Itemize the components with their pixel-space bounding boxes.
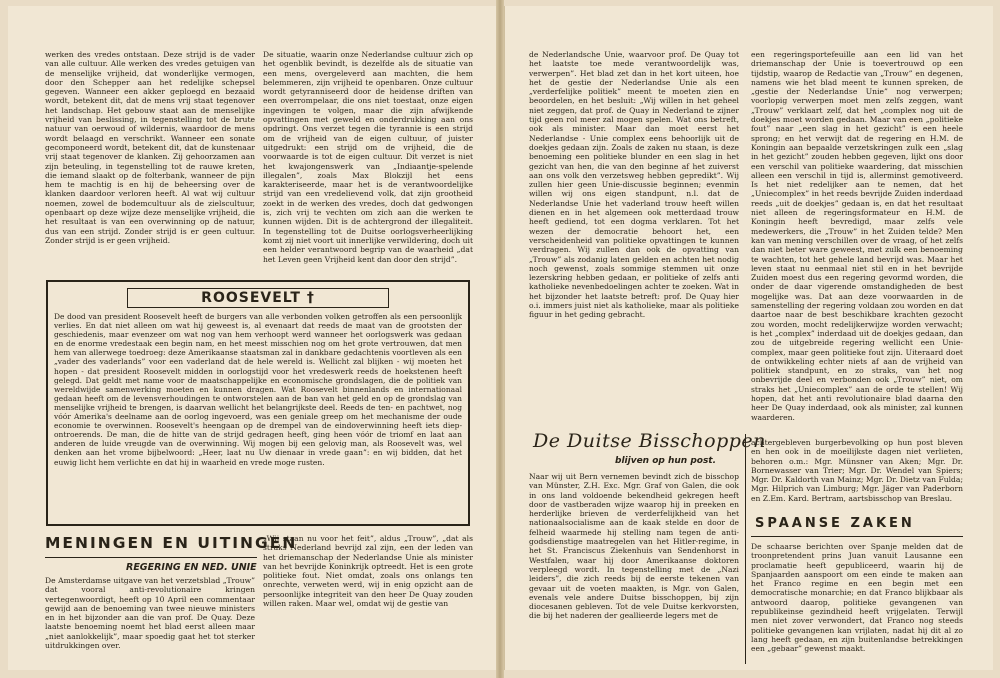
right-col1-bottom-article: Naar wij uit Bern vernemen bevindt zich de bisschop van Münster, Z.H. Exc. Mgr. Graf von Galen, die ook in ons land voldoende bekendheid gekregen heeft door de vastberaden wijze waarop hij in preeken en herderlijke brieven de verderfelijkheid van het nationaalsocialisme aan de kaak stelde en door de felheid waarmede hij stelling nam tegen de anti-godsdienstige maatregelen van het Hitler-regime, in het St. Franciscus Ziekenhuis van Sendenhorst in Westfalen, waar hij door Amerikaanse doktoren verpleegd wordt. In tegenstelling met de „Nazi leiders”, die zich reeds bij de eerste tekenen van gevaar uit de voeten maakten, is Mgr. von Galen, evenals vele andere Duitse bisschoppen, bij zijn diocesanen gebleven. Tot de vele Duitse kerkvorsten, die bij het naderen der geallieerde legers met de — [529, 472, 739, 621]
left-col2-top-article: De situatie, waarin onze Nederlandse cultuur zich op het ogenblik bevindt, is dezelfde als de situatie van een mens, overgeleverd aan machten, die hem belemmeren, zijn vrijheid te openbaren. Onze cultuur wordt getyranniseerd door de heidense driften van een overrompelaar, die ons niet toestaat, onze eigen ingevingen te volgen, maar die zijn afwijkende opvattingen met geweld en onderdrukking aan ons opdringt. Ons verzet tegen die tyrannie is een strijd om de vrijheid van de eigen cultuur, of juister uitgedrukt: een strijd om de vrijheid, die de voorwaarde is tot de eigen cultuur. Dit verzet is niet het kwajongenswerk van „Indiaantje-spelende illegalen”, zoals Max Blokzijl het eens karakteriseerde, maar het is de verantwoordelijke strijd van een vredelievend volk, dat zijn grootheid zoekt in de werken des vredes, doch dat gedwongen is, zich vrij te vechten om zich aan die werken te kunnen wijden. Dit is de achtergrond der illegaliteit. In tegenstelling tot de Duitse oorlogsverheerlijking komt zij niet voort uit innerlijke verwildering, doch uit een helder verantwoord begrip van de waarheid „dat het Leven geen Vrijheid kent dan door den strijd”. — [263, 50, 473, 264]
roosevelt-box — [46, 280, 470, 526]
meningen-heading: MENINGEN EN UITINGEN — [45, 534, 298, 552]
roosevelt-text: De dood van president Roosevelt heeft de burgers van alle verbonden volken getroffen als een persoonlijk verlies. En dat niet alleen om wat hij geweest is, al evenaart dat reeds de maat van de grootsten der geschiedenis, maar evenzeer om wat nog van hem verhoopt werd wanneer het oorlogswerk was gedaan en de enorme vredestaak een begin nam, en het meest misschien nog om het grote vertrouwen, dat men hem van allerwege toedroeg: deze Amerikaanse staatsman zal in dankbare gedachtenis voortleven als een „vader des vaderlands” voor een vaderland dat de hele wereld is. Wellicht zal blijken - wij moeten het hopen - dat president Roosevelt midden in oorlogstijd voor het vredeswerk reeds de hoekstenen heeft gelegd. Dat geldt met name voor de maatschappelijke en economische grondslagen, die de politiek van wereldwijde samenwerking moeten en kunnen dragen. Wat Roosevelt binnenlands en internationaal gedaan heeft om de levensverhoudingen te ontworstelen aan de ban van het geld en op de grondslag van menselijke vrijheid te brengen, is daarvan wellicht het belangrijkste deel. Reeds de ten- en pachtwet, nog vóór Amerika's deelname aan de oorlog ingevoerd, was een geniale greep om het mechanisme der oude economie te overwinnen. Roosevelt's heengaan op de drempel van de eindoverwinning heeft iets diep-ontroerends. De man, die de hitte van de strijd gedragen heeft, ging heen vóór de triomf en laat aan anderen de luide vreugde van de overwinning. Wij mogen bij een gelovig man, als Roosevelt was, wel denken aan het vrome bijbelwoord: „Heer, laat nu Uw dienaar in vrede gaan”: en wij bidden, dat het euwig licht hem verlichte en dat hij in waarheid en vrede moge rusten. — [54, 312, 462, 467]
spaanse-rule — [751, 536, 963, 537]
roosevelt-title: ROOSEVELT † — [127, 288, 389, 308]
right-col2-mid-article: achtergebleven burgerbevolking op hun post bleven en hen ook in de moeilijkste dagen niet verlieten, behoren o.m.: Mgr. Münsner van Aken; Mgr. Dr. Bornewasser van Trier; Mgr. Dr. Wendel van Spiers; Mgr. Dr. Kaldorth van Mainz; Mgr. Dr. Dietz van Fulda; Mgr. Hilprich van Limburg; Mgr. Jäger van Paderborn en Z.Em. Kard. Bertram, aartsbisschop van Breslau. — [751, 438, 963, 503]
spaanse-zaken-heading: SPAANSE ZAKEN — [755, 516, 915, 531]
bisschoppen-heading: De Duitse Bisschoppen — [533, 430, 766, 452]
left-col1-bottom-article: De Amsterdamse uitgave van het verzetsblad „Trouw” dat vooral anti-revolutionaire kringen vertegenwoordigt, heeft op 10 April een commentaar gewijd aan de benoeming van twee nieuwe ministers en in het bijzonder aan die van prof. De Quay. Deze laatste benoeming noemt het blad eerst alleen maar „niet aanlokkelijk”, maar spoedig gaat het tot sterker uitdrukkingen over. — [45, 576, 255, 651]
bisschoppen-subheading: blijven op hun post. — [615, 456, 717, 466]
meningen-rule — [45, 557, 257, 558]
meningen-subheading: REGERING EN NED. UNIE — [126, 562, 257, 573]
left-col2-bottom-article: „Wij staan nu voor het feit”, aldus „Trouw”, „dat als straks Nederland bevrijd zal zijn, een der leden van het driemanschap der Nederlandse Unie als minister van het bevrijde Koninkrijk optreedt. Het is een grote politieke fout. Niet omdat, zoals ons onlangs ten onrechte, verweten werd, wij in enig opzicht aan de persoonlijke integriteit van den heer De Quay zouden willen raken. Maar wel, omdat wij de gestie van — [263, 534, 473, 609]
page-gutter — [496, 0, 504, 678]
right-page — [504, 6, 993, 670]
left-page — [8, 6, 497, 670]
right-col2-bottom-article: De schaarse berichten over Spanje melden dat de troonpretendent prins Juan vanuit Lausanne een proclamatie heeft gepubliceerd, waarin hij de Spanjaarden aanspoort om een einde te maken aan het Franco regime en een begin met een democratische monarchie; en dat Franco blijkbaar als antwoord daarop, politieke gevangenen van republikeinse gezindheid heeft vrijgelaten. Terwijl men niet zover verwondert, dat Franco nog steeds politieke gevangenen kan vrijlaten, nadat hij dit al zo lang heeft gedaan, en zijn buitenlandse betrekkingen een „gebaar” gewenst maakt. — [751, 542, 963, 654]
right-col1-top-article: de Nederlandsche Unie, waarvoor prof. De Quay tot het laatste toe mede verantwoordelijk was, verwerpen”. Het blad zet dan in het kort uiteen, hoe het de gestie der Nederlandse Unie als een „verderfelijke politiek” meent te moeten zien en beoordelen, en het besluit: „Wij willen in het geheel niet zeggen, dat prof. de Quay in Nederland te zijner tijd geen rol meer zal mogen spelen. Wat ons betreft, ook als minister. Maar dan moet eerst het Nederlandse - Unie complex eens behoorlijk uit de doekjes gedaan zijn. Zoals de zaken nu staan, is deze benoeming een politieke blunder en een slag in het gezicht van hen, die van den beginne af het zuiverst aan ons volk den verzetsweg hebben gepredikt”. Wij zullen hier geen Unie-discussie beginnen; evenmin willen wij ons eigen standpunt, n.l. dat de Nederlandse Unie het vaderland trouw heeft willen dienen en in het algemeen ook metterdaad trouw heeft gediend, tot een dogma verklaren. Tot het wezen der democratie behoort het, een verscheidenheid van politieke opvattingen te kunnen verdragen. Wij zullen dan ook de opvatting van „Trouw” als zodanig laten gelden en achten het nodig noch gewenst, zoals sommige stemmen uit onze lezerskring hebben gedaan, er politieke of zelfs anti katholieke nevenbedoelingen achter te zoeken. Wat in het bijzonder het laatste betreft: prof. De Quay hier o.i. immers juist niet als katholieke, maar als politieke figuur in het geding gebracht. — [529, 50, 739, 320]
left-col1-top-article: werken des vredes ontstaan. Deze strijd is de vader van alle cultuur. Alle werken des vredes getuigen van de menselijke vrijheid, dat wonderlijke vermogen, door den Schepper aan het redelijke schepsel gegeven. Wanneer een akker geploegd en bezaaid wordt, betekent dit, dat de mens vrij staat tegenover het landschap. Het gebouw staat aan de menselijke vrijheid van beslissing, in tegenstelling tot de brute natuur van oerwoud of wildernis, waardoor de mens wordt belaagd en verschrikt. Wanneer een sonate gecomponeerd wordt, betekent dit, dat de kunstenaar vrij staat tegenover de klanken. Zij gehoorzamen aan zijn beteuling, in tegenstelling tot de rauwe kreten, die iemand slaakt op de folterbank, wanneer de pijn hem te machtig is en hij de beheersing over de klanken daardoor verloren heeft. Al wat wij cultuur noemen, zowel de bodemcultuur als de zielscultuur, openbaart op deze wijze deze menselijke vrijheid, die het resultaat is van een overwinning op de natuur, dus van een strijd. Zonder strijd is er geen cultuur. Zonder strijd is er geen vrijheid. — [45, 50, 255, 245]
right-col2-top-article: een regeringsportefeuille aan een lid van het driemanschap der Unie is toevertrouwd op een tijdstip, waarop de Redactie van „Trouw” en degenen, namens wie het blad meent te kunnen spreken, de „gestie der Nederlandse Unie” nog verwerpen; voorlopig verwerpen moet men zelfs zeggen, want „Trouw” verklaart zelf, dat het „complex nog uit de doekjes moet worden gedaan. Maar van een „politieke fout” naar „een slag in het gezicht” is een heele sprong; en het verwijt dat de regering en H.M. de Koningin aan bepaalde verzetskringen zulk een „slag in het gezicht” zouden hebben gegeven, lijkt ons door een verschil van politieke waardering, dat misschien alleen een verschil in tijd is, allerminst gemotiveerd. Is het niet redelijker aan te nemen, dat het „Uniecomplex” in het reeds bevrijde Zuiden inderdaad reeds „uit de doekjes” gedaan is, en dat het resultaat niet alleen de regeringsformateur en H.M. de Koningin heeft bevredigd, maar zelfs vele medewerkers, die „Trouw” in het Zuiden telde? Men kan van mening verschillen over de vraag, of het zelfs dan niet beter ware geweest, met zulk een benoeming te wachten, tot het gehele land bevrijd was. Maar het leven staat nu eenmaal niet stil en in het bevrijde Zuiden moest dus een regering gevormd worden, die onder de daar vigerende omstandigheden de best mogelijke was. Dat aan deze voorwaarden in de samenstelling der regering voldaan zou worden en dat daartoe naar de best beschikbare krachten gezocht zou worden, mocht redelijkerwijze worden verwacht; is het „complex” inderdaad uit de doekjes gedaan, dan zou de uitgebreide regering wellicht een Unie-complex, maar geen politieke fout zijn. Uiteraard doet de ontwikkeling echter niets af aan de vrijheid van politiek standpunt, en zo straks, van het nog onbevrijde deel en verbonden ook „Trouw” niet, om straks het „Uniecomplex” aan de orde te stellen! Wij hopen, dat het anti revolutionaire blad daarna den heer De Quay inderdaad, ook als minister, zal kunnen waarderen. — [751, 50, 963, 422]
column-divider — [745, 434, 746, 664]
